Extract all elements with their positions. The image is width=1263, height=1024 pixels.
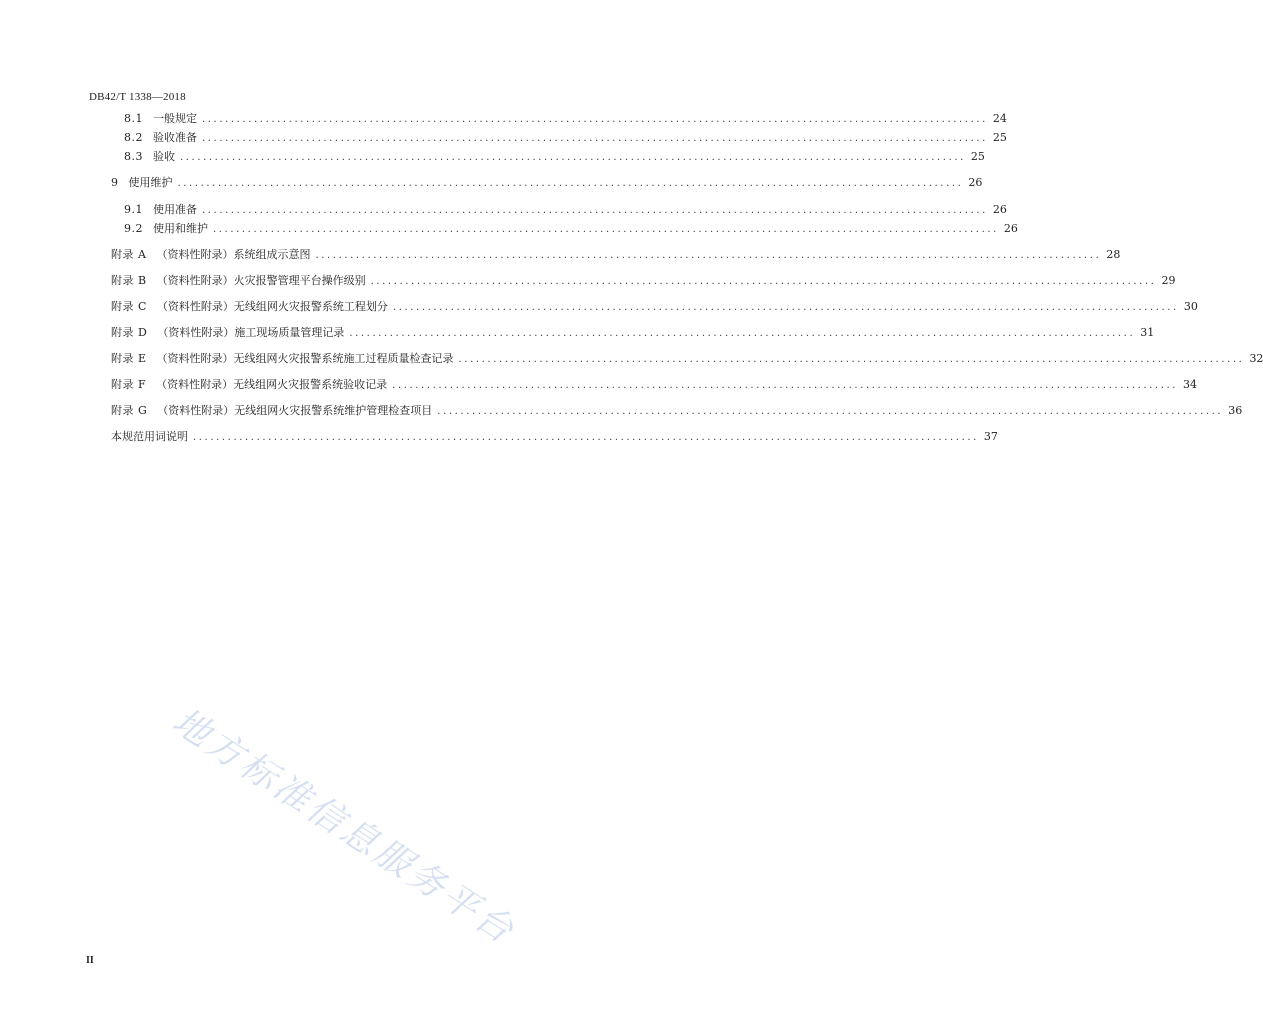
toc-entry-page: 29 <box>1161 274 1176 287</box>
toc-entry[interactable] <box>111 404 1243 418</box>
toc-entry[interactable] <box>111 300 1198 314</box>
toc-entry-page: 26 <box>1003 222 1018 235</box>
toc-entry-page: 24 <box>992 112 1007 125</box>
toc-entry-page: 31 <box>1140 326 1155 339</box>
toc-entry-title: 验收准备 <box>153 131 197 144</box>
toc-entry-page: 26 <box>968 176 983 189</box>
toc-entry-title: 使用和维护 <box>153 222 208 235</box>
toc-entry-number: 附录 B <box>111 274 147 287</box>
toc-entry-title: （资料性附录）系统组成示意图 <box>156 248 311 261</box>
watermark-text: 地方标准信息服务平台 <box>165 700 524 954</box>
toc-entry[interactable] <box>124 150 985 164</box>
toc-leader-dots: ........................................................................................................................................ <box>193 432 979 443</box>
toc-leader-dots: ........................................................................................................................................ <box>437 406 1224 417</box>
toc-entry-title: （资料性附录）火灾报警管理平台操作级别 <box>156 274 366 287</box>
toc-leader-dots: ........................................................................................................................................ <box>213 224 999 235</box>
toc-leader-dots: ........................................................................................................................................ <box>392 380 1179 391</box>
toc-entry-number: 8.1 <box>124 112 143 125</box>
toc-entry-title: （资料性附录）无线组网火灾报警系统维护管理检查项目 <box>157 404 433 417</box>
toc-entry-page: 26 <box>992 203 1007 216</box>
toc-leader-dots: ........................................................................................................................................ <box>180 152 966 163</box>
toc-leader-dots: ........................................................................................................................................ <box>202 133 988 144</box>
toc-entry-number: 附录 D <box>111 326 148 339</box>
toc-entry[interactable] <box>111 176 983 190</box>
toc-entry-number: 附录 A <box>111 248 147 261</box>
toc-entry-title: 使用准备 <box>153 203 197 216</box>
toc-entry-title: 验收 <box>153 150 175 163</box>
toc-entry-page: 32 <box>1249 352 1263 365</box>
toc-entry-number: 9.1 <box>124 203 143 216</box>
toc-entry[interactable] <box>111 326 1155 340</box>
toc-entry-number: 9 <box>111 176 119 189</box>
toc-entry[interactable] <box>124 131 1007 145</box>
toc-entry[interactable] <box>111 274 1176 288</box>
toc-entry-number: 8.2 <box>124 131 143 144</box>
toc-entry-number: 附录 F <box>111 378 147 391</box>
toc-entry-page: 37 <box>983 430 998 443</box>
toc-entry[interactable] <box>124 112 1007 126</box>
toc-leader-dots: ........................................................................................................................................ <box>392 302 1179 313</box>
toc-leader-dots: ........................................................................................................................................ <box>177 178 964 189</box>
toc-entry-page: 34 <box>1183 378 1198 391</box>
toc-entry[interactable] <box>124 203 1007 217</box>
toc-entry[interactable] <box>124 222 1018 236</box>
toc-leader-dots: ........................................................................................................................................ <box>202 114 988 125</box>
page-number: II <box>86 955 94 966</box>
toc-entry-title: （资料性附录）施工现场质量管理记录 <box>157 326 345 339</box>
toc-entry-number: 附录 E <box>111 352 147 365</box>
toc-entry-number: 9.2 <box>124 222 143 235</box>
toc-entry-title: （资料性附录）无线组网火灾报警系统施工过程质量检查记录 <box>156 352 454 365</box>
toc-leader-dots: ........................................................................................................................................ <box>370 276 1157 287</box>
toc-entry-title: 一般规定 <box>153 112 197 125</box>
toc-entry-page: 25 <box>992 131 1007 144</box>
toc-entry-title: 本规范用词说明 <box>111 430 188 443</box>
toc-entry-page: 36 <box>1228 404 1243 417</box>
toc-entry-number: 附录 C <box>111 300 147 313</box>
toc-entry-page: 25 <box>970 150 985 163</box>
toc-leader-dots: ........................................................................................................................................ <box>202 205 988 216</box>
toc-entry[interactable] <box>111 430 998 444</box>
toc-entry-page: 28 <box>1106 248 1121 261</box>
toc-entry-number: 附录 G <box>111 404 148 417</box>
document-code: DB42/T 1338—2018 <box>89 91 186 103</box>
toc-entry[interactable] <box>111 352 1263 366</box>
toc-entry-number: 8.3 <box>124 150 143 163</box>
toc-entry[interactable] <box>111 248 1121 262</box>
toc-leader-dots: ........................................................................................................................................ <box>315 250 1102 261</box>
toc-entry-title: （资料性附录）无线组网火灾报警系统工程划分 <box>156 300 388 313</box>
toc-entry-page: 30 <box>1183 300 1198 313</box>
toc-entry[interactable] <box>111 378 1198 392</box>
toc-leader-dots: ........................................................................................................................................ <box>349 328 1136 339</box>
toc-entry-title: （资料性附录）无线组网火灾报警系统验收记录 <box>156 378 388 391</box>
toc-entry-title: 使用维护 <box>128 176 173 189</box>
toc-leader-dots: ........................................................................................................................................ <box>458 354 1245 365</box>
